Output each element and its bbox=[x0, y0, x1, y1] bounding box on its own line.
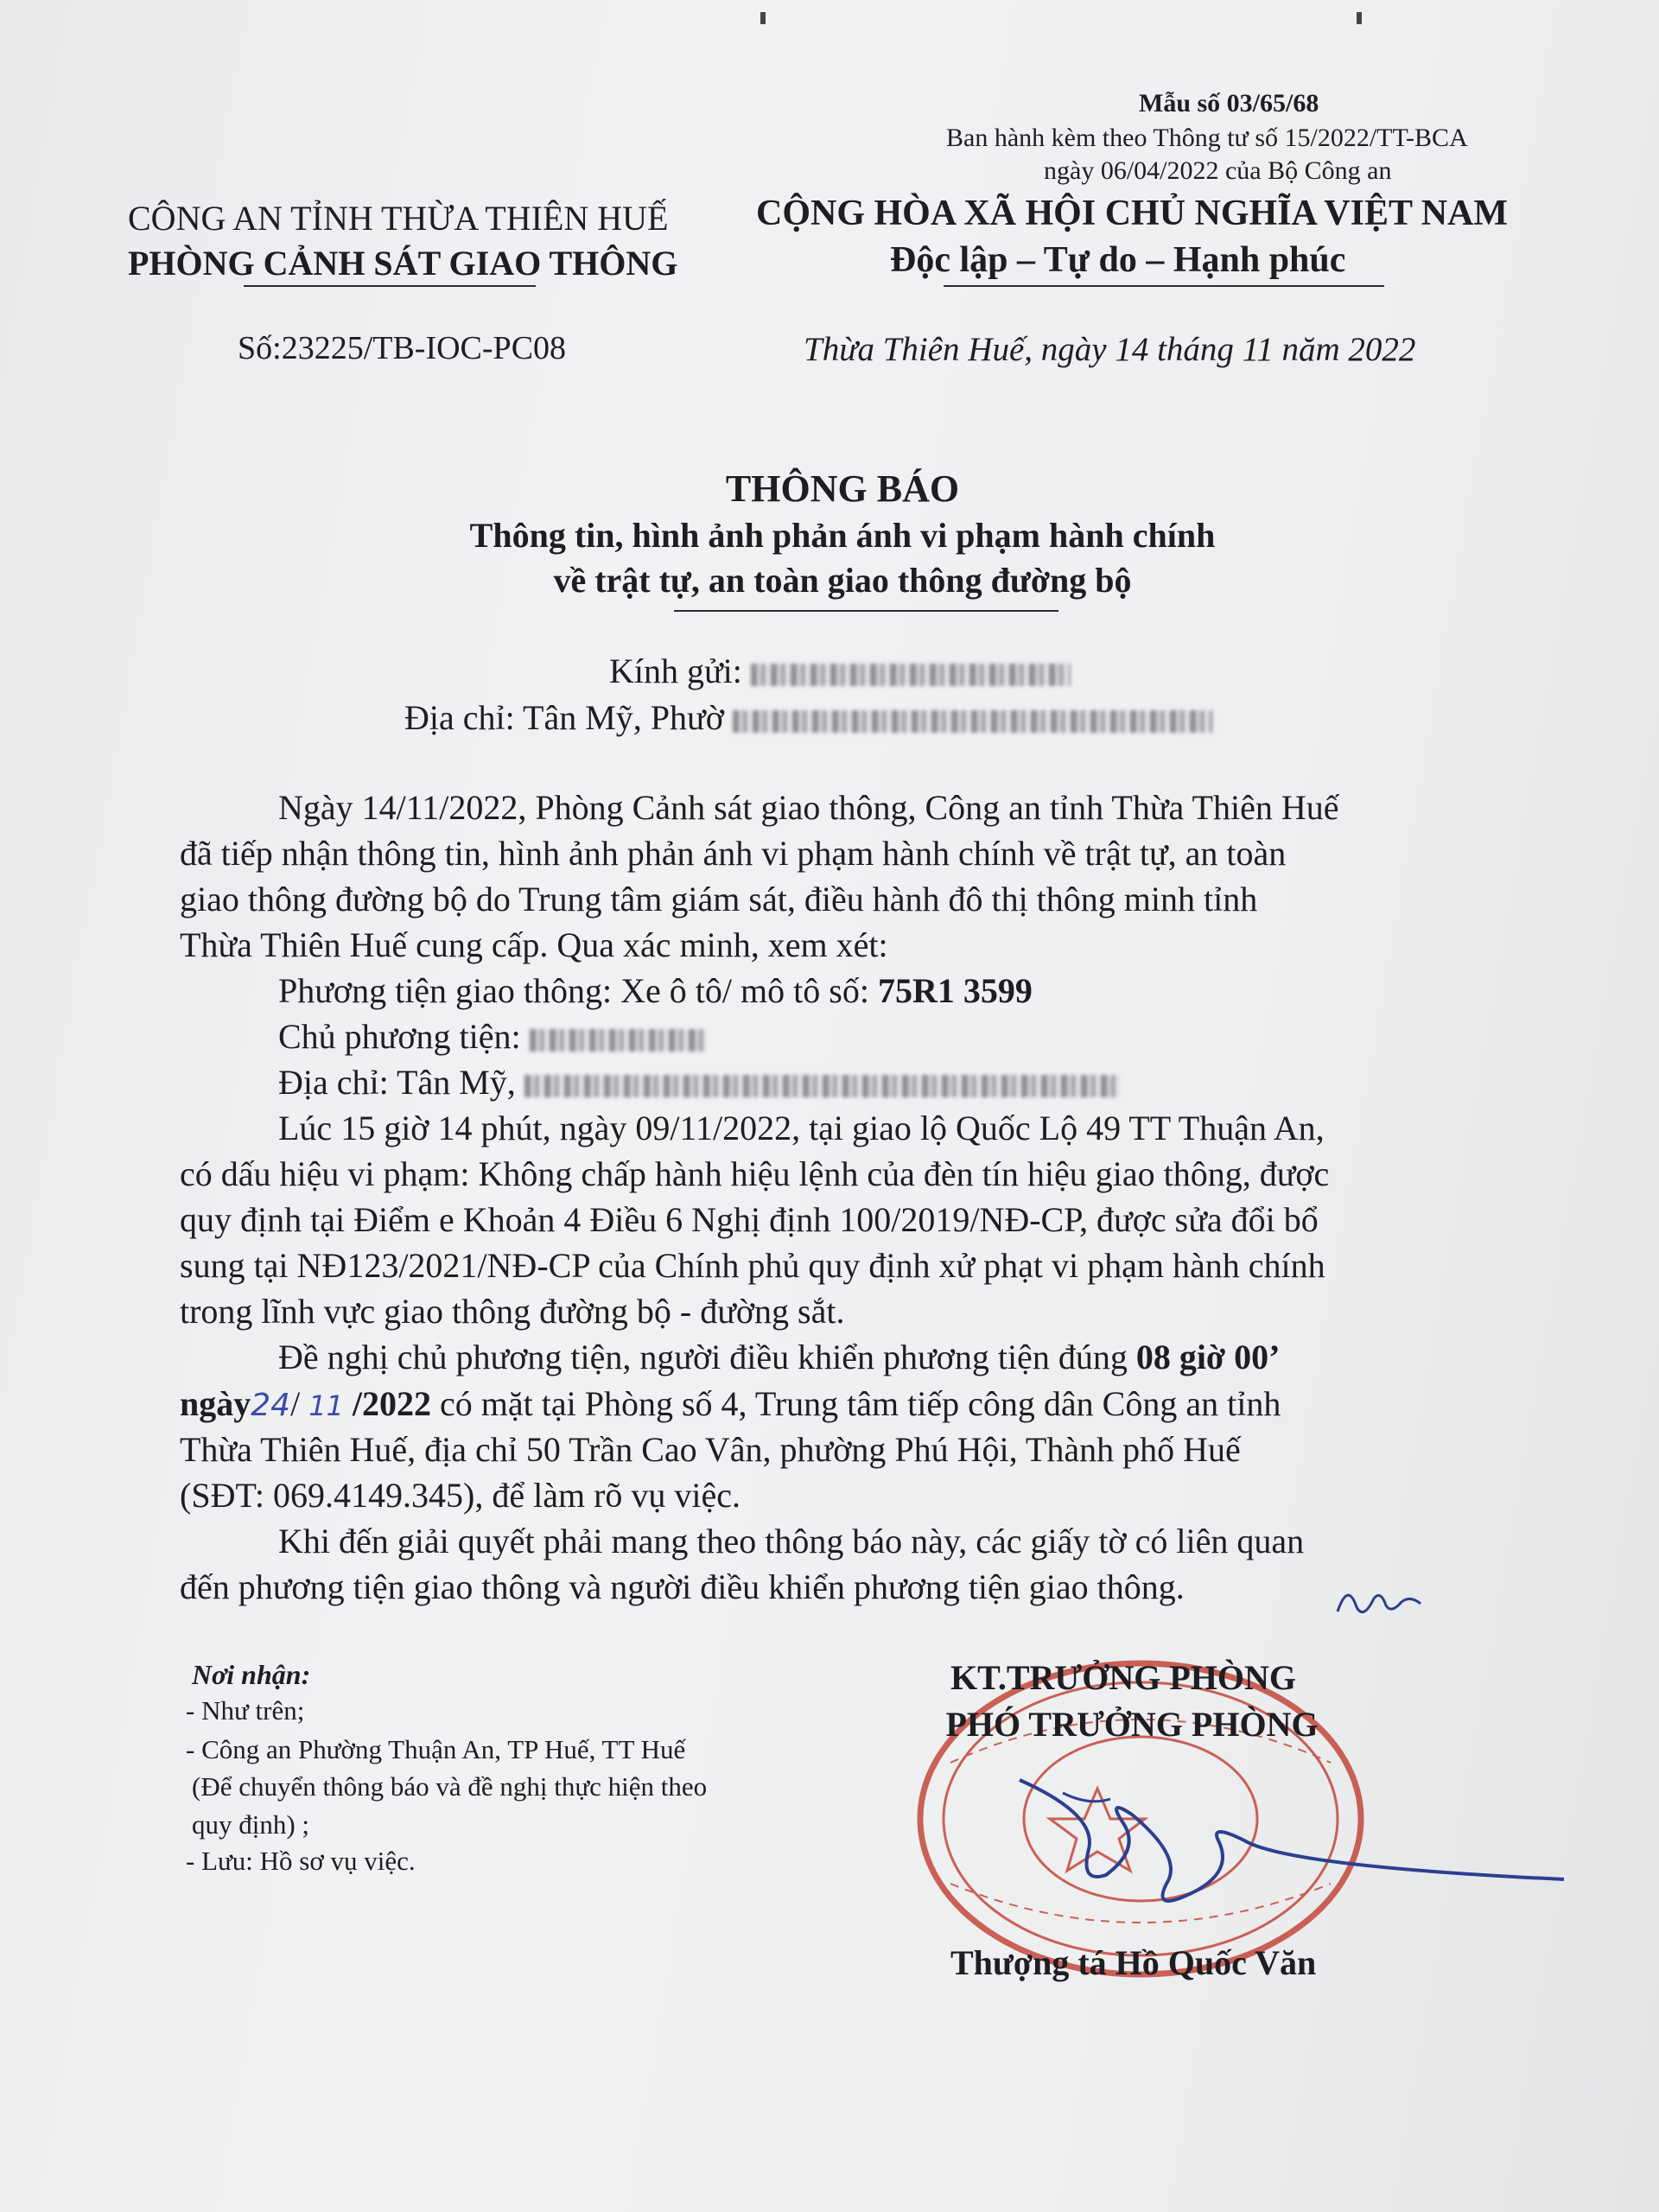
subtitle-line2: về trật tự, an toàn giao thông đường bộ bbox=[553, 561, 1132, 600]
p2-line2: có dấu hiệu vi phạm: Không chấp hành hiệu lệnh của đèn tín hiệu giao thông, được bbox=[180, 1154, 1330, 1193]
form-issued-date: ngày 06/04/2022 của Bộ Công an bbox=[1044, 156, 1392, 185]
recipients-item: - Như trên; bbox=[186, 1695, 305, 1726]
subtitle-line1: Thông tin, hình ảnh phản ánh vi phạm hành chính bbox=[469, 516, 1216, 555]
vehicle-label: Phương tiện giao thông: Xe ô tô/ mô tô số: bbox=[278, 971, 869, 1010]
recipients-item: quy định) ; bbox=[192, 1809, 310, 1840]
punch-mark bbox=[1357, 12, 1362, 24]
recipients-item: - Công an Phường Thuận An, TP Huế, TT Huế bbox=[186, 1734, 686, 1764]
appointment-year: /2022 bbox=[352, 1384, 432, 1423]
document-number: Số:23225/TB-IOC-PC08 bbox=[238, 330, 567, 366]
form-issued-with: Ban hành kèm theo Thông tư số 15/2022/TT-BCA bbox=[946, 124, 1468, 152]
place-date: Thừa Thiên Huế, ngày 14 tháng 11 năm 2022 bbox=[804, 331, 1416, 368]
initials-mark bbox=[1331, 1573, 1426, 1624]
owner-address-line bbox=[278, 1061, 1121, 1104]
recipients-item: - Lưu: Hồ sơ vụ việc. bbox=[186, 1846, 416, 1876]
form-number: Mẫu số 03/65/68 bbox=[1139, 89, 1319, 118]
p4-line1: Khi đến giải quyết phải mang theo thông báo này, các giấy tờ có liên quan bbox=[278, 1522, 1305, 1560]
p3-line4: (SĐT: 069.4149.345), để làm rõ vụ việc. bbox=[180, 1476, 741, 1515]
signer-role2: PHÓ TRƯỞNG PHÒNG bbox=[945, 1705, 1319, 1744]
p2-line3: quy định tại Điểm e Khoản 4 Điều 6 Nghị định 100/2019/NĐ-CP, được sửa đổi bổ bbox=[180, 1200, 1319, 1239]
license-plate: 75R1 3599 bbox=[877, 971, 1033, 1010]
handwritten-month: 11 bbox=[308, 1389, 344, 1422]
p2-line1: Lúc 15 giờ 14 phút, ngày 09/11/2022, tại giao lộ Quốc Lộ 49 TT Thuận An, bbox=[278, 1109, 1325, 1147]
p3-line2 bbox=[180, 1382, 1281, 1427]
title-underline bbox=[674, 610, 1058, 612]
owner-label: Chủ phương tiện: bbox=[278, 1017, 521, 1056]
p4-line2: đến phương tiện giao thông và người điều khiển phương tiện giao thông. bbox=[180, 1567, 1185, 1606]
p3-line2-rest: có mặt tại Phòng số 4, Trung tâm tiếp công dân Công an tỉnh bbox=[440, 1384, 1281, 1423]
redacted-address bbox=[733, 710, 1212, 733]
recipient-address-line bbox=[404, 696, 1212, 740]
country-name: CỘNG HÒA XÃ HỘI CHỦ NGHĨA VIỆT NAM bbox=[756, 194, 1509, 233]
owner-line bbox=[278, 1015, 707, 1058]
p1-line2: đã tiếp nhận thông tin, hình ảnh phản ánh vi phạm hành chính về trật tự, an toàn bbox=[180, 834, 1287, 873]
agency-parent: CÔNG AN TỈNH THỪA THIÊN HUẾ bbox=[128, 199, 669, 238]
handwritten-day: 24 bbox=[251, 1388, 291, 1423]
to-label: Kính gửi: bbox=[609, 652, 742, 690]
motto-underline bbox=[944, 285, 1384, 287]
appointment-time: 08 giờ 00’ bbox=[1135, 1338, 1281, 1376]
p1-line3: giao thông đường bộ do Trung tâm giám sát, điều hành đô thị thông minh tỉnh bbox=[180, 880, 1258, 918]
redacted-owner-address bbox=[524, 1075, 1121, 1097]
motto: Độc lập – Tự do – Hạnh phúc bbox=[890, 240, 1346, 280]
signer-role1: KT.TRƯỞNG PHÒNG bbox=[950, 1658, 1296, 1697]
p2-line4: sung tại NĐ123/2021/NĐ-CP của Chính phủ quy định xử phạt vi phạm hành chính bbox=[180, 1246, 1325, 1285]
p2-line5: trong lĩnh vực giao thông đường bộ - đường sắt. bbox=[180, 1292, 845, 1331]
p1-line4: Thừa Thiên Huế cung cấp. Qua xác minh, xem xét: bbox=[180, 925, 888, 964]
recipient-line bbox=[609, 650, 1071, 693]
address-label: Địa chỉ: Tân Mỹ, Phườ bbox=[404, 698, 724, 737]
date-separator: / bbox=[290, 1384, 301, 1423]
p3-line1 bbox=[278, 1336, 1280, 1379]
agency-underline bbox=[244, 285, 536, 287]
ngay-label: ngày bbox=[180, 1384, 251, 1423]
vehicle-line bbox=[278, 969, 1033, 1013]
p1-line1: Ngày 14/11/2022, Phòng Cảnh sát giao thông, Công an tỉnh Thừa Thiên Huế bbox=[278, 788, 1339, 827]
redacted-name bbox=[751, 664, 1071, 686]
handwritten-signature bbox=[959, 1745, 1581, 1918]
redacted-owner bbox=[530, 1029, 707, 1052]
title: THÔNG BÁO bbox=[725, 467, 960, 510]
agency-name: PHÒNG CẢNH SÁT GIAO THÔNG bbox=[128, 244, 678, 283]
p3-line3: Thừa Thiên Huế, địa chỉ 50 Trần Cao Vân, phường Phú Hội, Thành phố Huế bbox=[180, 1430, 1241, 1469]
owner-address-label: Địa chỉ: Tân Mỹ, bbox=[278, 1063, 516, 1102]
punch-mark bbox=[760, 12, 766, 24]
p3-line1-text: Đề nghị chủ phương tiện, người điều khiển phương tiện đúng bbox=[278, 1338, 1128, 1376]
recipients-heading: Nơi nhận: bbox=[192, 1659, 311, 1690]
recipients-item: (Để chuyển thông báo và đề nghị thực hiện theo bbox=[192, 1771, 708, 1802]
signer-name: Thượng tá Hồ Quốc Văn bbox=[950, 1943, 1317, 1982]
